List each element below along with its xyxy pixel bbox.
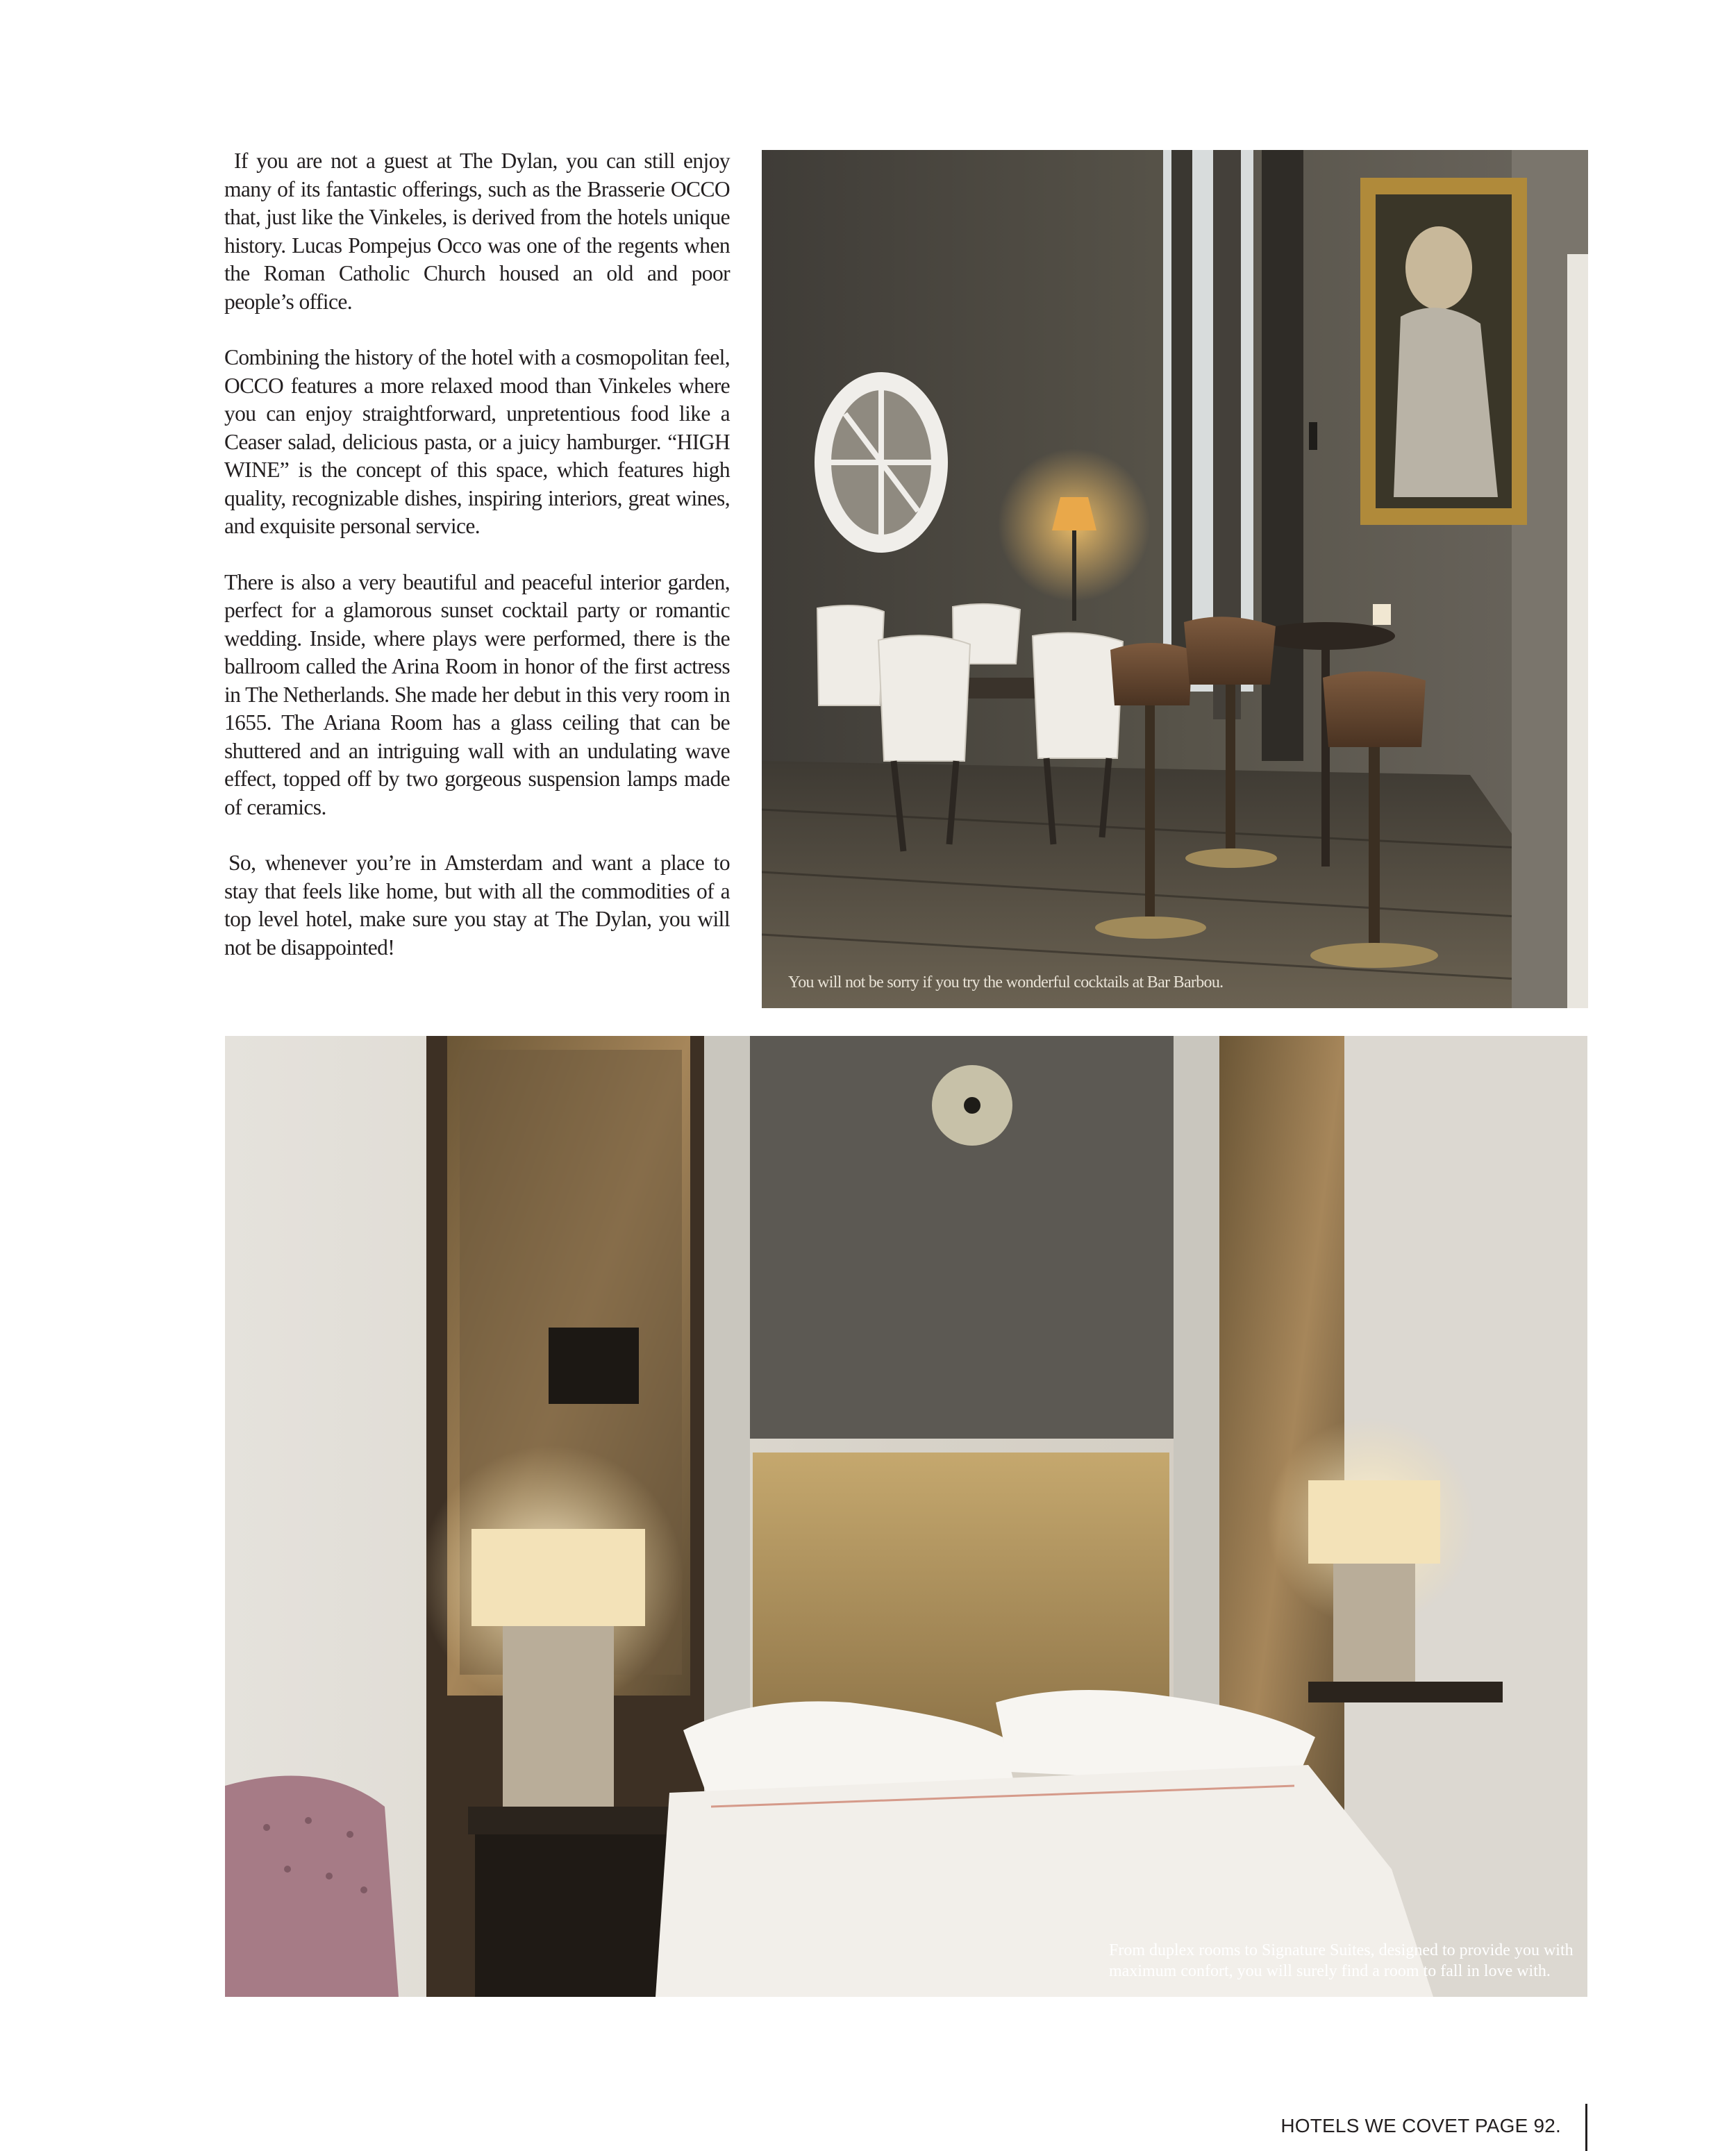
signature-suite-bedroom-photo [225, 1036, 1587, 1997]
bedroom-caption-line-1: From duplex rooms to Signature Suites, designed to provide you with [1109, 1941, 1574, 1959]
bar-interior-illustration [762, 150, 1588, 1008]
footer-vertical-rule [1585, 2104, 1587, 2151]
bar-barbou-photo [762, 150, 1588, 1008]
page-footer-label: HOTELS WE COVET PAGE 92. [1280, 2115, 1561, 2136]
bedroom-illustration [225, 1036, 1587, 1997]
paragraph-2: Combining the history of the hotel with a cosmopolitan feel, OCCO features a more relaxed mood than Vinkeles where you can enjoy straightforward, unpretentious food like a Ceaser salad, delicious pasta, or a juicy hamburger. “HIGH WINE” is the concept of this space, which features high quality, recognizable dishes, inspiring interiors, great wines, and exquisite personal service. [224, 345, 730, 538]
paragraph-3: There is also a very beautiful and peaceful interior garden, perfect for a glamorous sunset cocktail party or romantic wedding. Inside, where plays were performed, there is the ballroom called the Arina Room in honor of the first actress in The Netherlands. She made her debut in this very room in 1655. The Ariana Room has a glass ceiling that can be shuttered and an intriguing wall with an undulating wave effect, topped off by two gorgeous suspension lamps made of ceramics. [224, 569, 730, 819]
article-body [224, 147, 730, 989]
bar-photo-caption: You will not be sorry if you try the wonderful cocktails at Bar Barbou. [788, 973, 1224, 991]
bedroom-caption-line-2: maximum confort, you will surely find a room to fall in love with. [1109, 1962, 1551, 1980]
paragraph-1: If you are not a guest at The Dylan, you can still enjoy many of its fantastic offerings, such as the Brasserie OCCO that, just like the Vinkeles, is derived from the hotels unique history. Lucas Pompejus Occo was one of the regents when the Roman Catholic Church housed an old and poor people’s office. [224, 149, 730, 314]
paragraph-4: So, whenever you’re in Amsterdam and want a place to stay that feels like home, but with all the commodities of a top level hotel, make sure you stay at The Dylan, you will not be disappointed! [224, 851, 730, 960]
